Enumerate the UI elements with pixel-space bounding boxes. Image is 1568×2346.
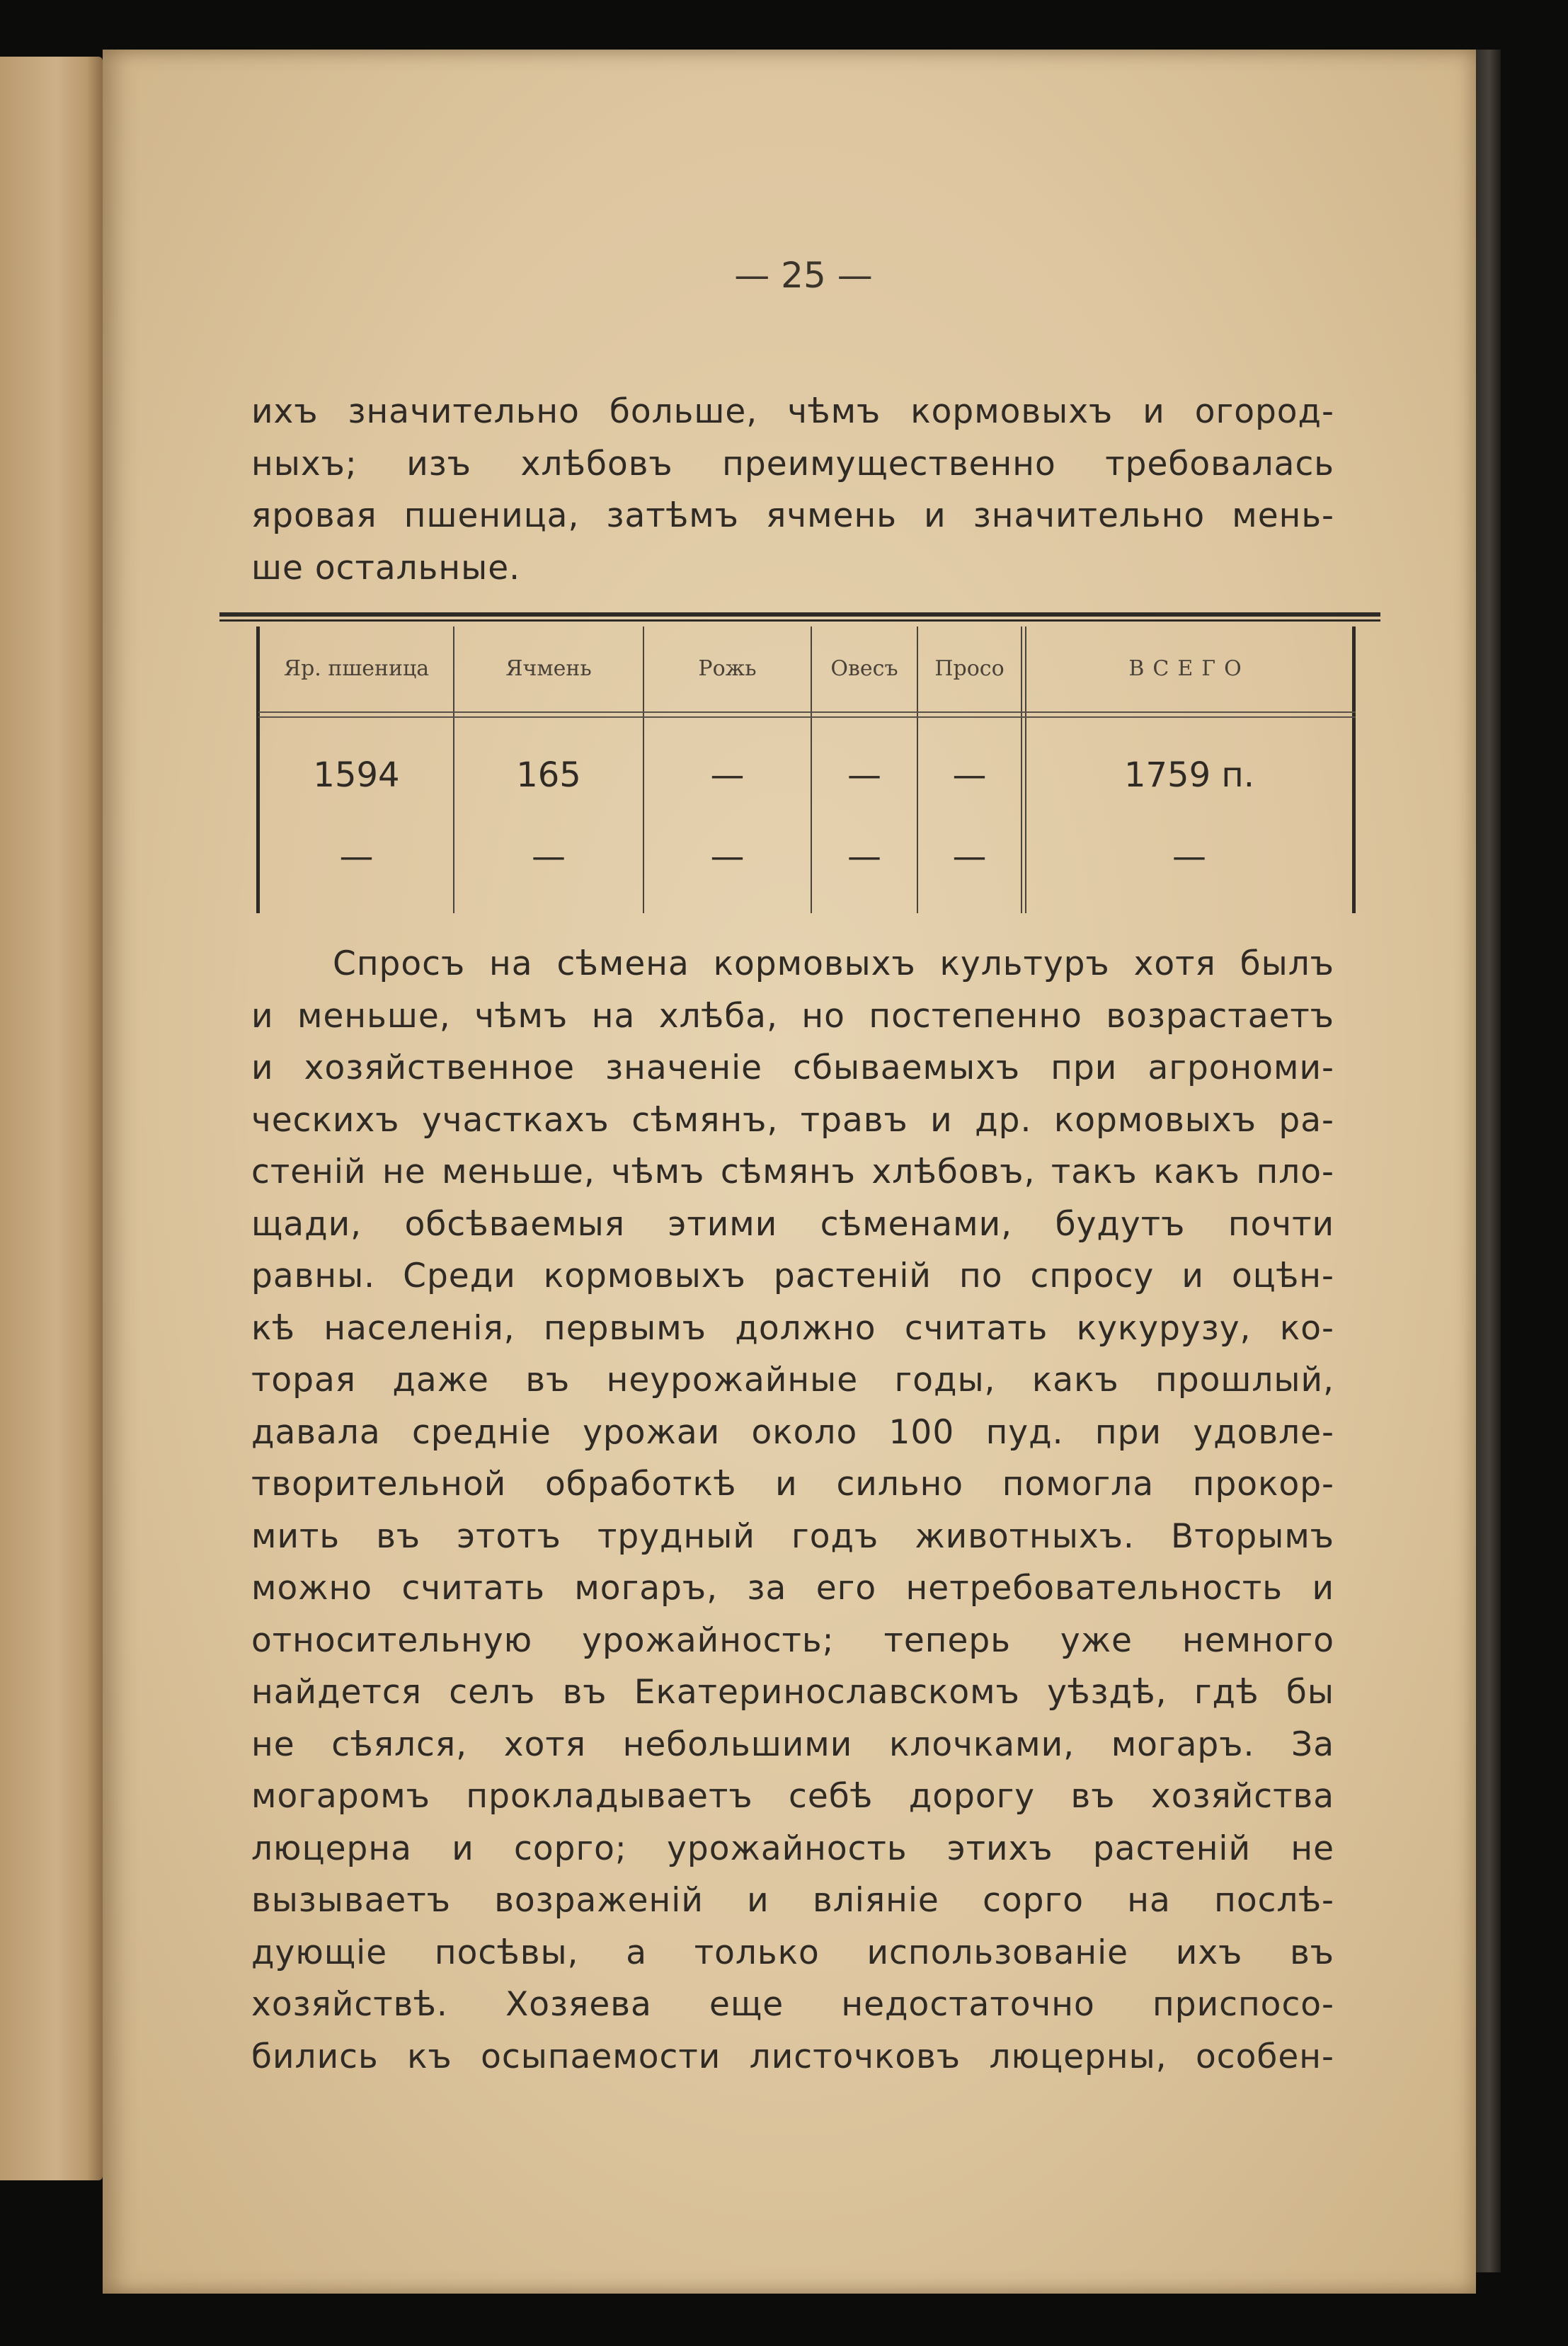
text-line: и меньше, чѣмъ на хлѣба, но постепенно возрастаетъ: [251, 996, 1334, 1036]
text-line: Спросъ на сѣмена кормовыхъ культуръ хотя былъ: [333, 944, 1334, 983]
header-rye: Рожь: [698, 656, 757, 681]
text-line: не сѣялся, хотя небольшими клочками, могаръ. За: [251, 1724, 1334, 1764]
text-line: стенiй не меньше, чѣмъ сѣмянъ хлѣбовъ, такъ какъ пло-: [251, 1152, 1334, 1191]
text-line: и хозяйственное значенiе сбываемыхъ при агрономи-: [251, 1048, 1334, 1087]
header-barley: Ячмень: [505, 656, 592, 681]
table-top-rule-thin: [219, 619, 1380, 622]
text-line: щади, обсѣваемыя этими сѣменами, будутъ почти: [251, 1204, 1334, 1244]
text-line: торая даже въ неурожайные годы, какъ прошлый,: [251, 1361, 1334, 1400]
table-cell: —: [1172, 837, 1206, 876]
header-millet: Просо: [934, 656, 1005, 681]
previous-page-edge: [0, 57, 103, 2180]
paragraph-main: [251, 938, 1334, 2083]
table-cell: —: [952, 755, 987, 795]
text-line: равны. Среди кормовыхъ растенiй по спросу и оцѣн-: [251, 1257, 1334, 1295]
header-spring-wheat: Яр. пшеница: [283, 656, 430, 681]
text-line: давала среднiе урожаи около 100 пуд. при удовле-: [251, 1412, 1334, 1452]
seed-demand-table: [219, 612, 1380, 924]
table-cell: 1594: [313, 755, 400, 795]
table-cell: —: [710, 837, 745, 876]
table-cell: 165: [516, 755, 581, 795]
header-oats: Овесъ: [830, 656, 898, 681]
text-line: мить въ этотъ трудный годъ животныхъ. Вторымъ: [251, 1516, 1334, 1556]
header-rule: [258, 716, 1356, 718]
table-cell: —: [847, 755, 881, 795]
text-line: бились къ осыпаемости листочковъ люцерны, особен-: [251, 2037, 1334, 2076]
text-line: ныхъ; изъ хлѣбовъ преимущественно требовалась: [251, 444, 1334, 483]
text-line: могаромъ прокладываетъ себѣ дорогу въ хозяйства: [251, 1777, 1334, 1816]
text-line: люцерна и сорго; урожайность этихъ растенiй не: [251, 1829, 1334, 1868]
table-border-right: [1352, 626, 1356, 913]
table-top-rule: [219, 612, 1380, 617]
text-line: дующiе посѣвы, а только использованiе ихъ въ: [251, 1933, 1334, 1972]
text-line: ихъ значительно больше, чѣмъ кормовыхъ и огород-: [251, 392, 1334, 431]
header-rule: [258, 711, 1356, 713]
paragraph-top: [251, 386, 1334, 594]
text-line: творительной обработкѣ и сильно помогла прокор-: [251, 1465, 1334, 1504]
table-cell: —: [339, 837, 374, 876]
table-cell: 1759 п.: [1123, 755, 1255, 795]
header-total: ВСЕГО: [1128, 656, 1250, 681]
text-line: яровая пшеница, затѣмъ ячмень и значительно мень-: [251, 496, 1334, 535]
text-line: найдется селъ въ Екатеринославскомъ уѣздѣ, гдѣ бы: [251, 1673, 1334, 1712]
table-cell: —: [532, 837, 566, 876]
table-cell: —: [847, 837, 881, 876]
text-line: хозяйствѣ. Хозяева еще недостаточно приспосо-: [251, 1985, 1334, 2024]
book-page: [103, 50, 1476, 2294]
text-line: вызываетъ возраженiй и влiянiе сорго на послѣ-: [251, 1881, 1334, 1920]
book-edge: [1472, 50, 1501, 2272]
page-number: — 25 —: [734, 255, 873, 296]
table-cell: —: [710, 755, 745, 795]
column-divider: [1021, 626, 1022, 913]
text-line: можно считать могаръ, за его нетребовательность и: [251, 1569, 1334, 1608]
text-line: ше остальные.: [251, 548, 521, 588]
text-line: относительную урожайность; теперь уже немного: [251, 1620, 1334, 1660]
text-line: кѣ населенiя, первымъ должно считать кукурузу, ко-: [251, 1308, 1334, 1348]
text-line: ческихъ участкахъ сѣмянъ, травъ и др. кормовыхъ ра-: [251, 1100, 1334, 1140]
table-cell: —: [952, 837, 987, 876]
